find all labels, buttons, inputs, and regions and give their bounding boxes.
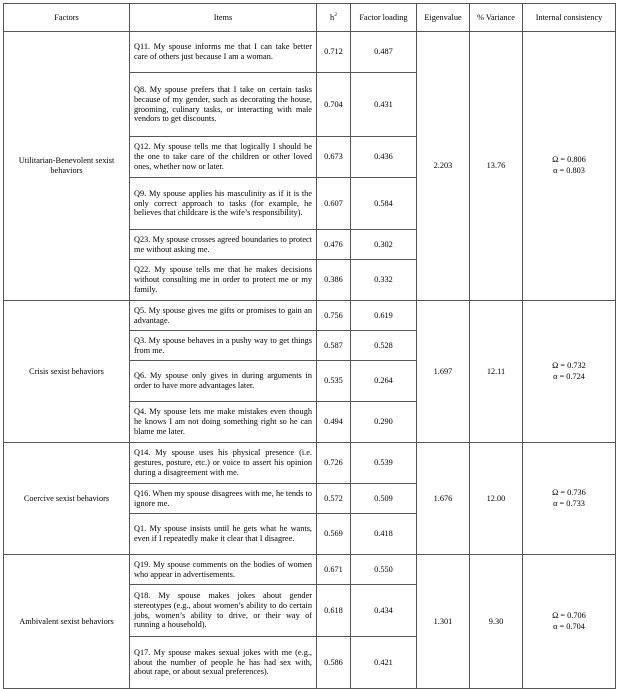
loading-value: 0.487 [351,32,417,73]
variance: 12.11 [470,301,523,443]
loading-value: 0.418 [351,514,417,555]
loading-value: 0.290 [351,402,417,443]
internal-consistency [523,443,616,555]
loading-value: 0.619 [351,301,417,331]
header-items: Items [130,4,317,32]
loading-value: 0.264 [351,361,417,402]
omega-value: Ω = 0.806 [552,155,586,165]
item-text: Q4. My spouse lets me make mistakes even though he knows I am not doing something right so he can blame me later. [130,402,317,443]
alpha-value: α = 0.803 [553,166,585,175]
table-row [4,32,616,73]
variance: 12.00 [470,443,523,555]
omega-value: Ω = 0.706 [552,610,586,620]
loading-value: 0.434 [351,585,417,637]
item-text: Q12. My spouse tells me that logically I should be the one to take care of the children or other loved ones, whether now or later. [130,137,317,178]
h2-value: 0.569 [317,514,351,555]
item-text: Q14. My spouse uses his physical presence (i.e. gestures, posture, etc.) or voice to assert his opinion during a disagreement with me. [130,443,317,484]
factor-name: Coercive sexist behaviors [4,443,130,555]
item-text: Q23. My spouse crosses agreed boundaries to protect me without asking me. [130,230,317,260]
h2-value: 0.618 [317,585,351,637]
header-variance: % Variance [470,4,523,32]
item-text: Q19. My spouse comments on the bodies of women who appear in advertisements. [130,555,317,585]
h2-value: 0.572 [317,484,351,514]
loading-value: 0.509 [351,484,417,514]
omega-value: Ω = 0.732 [552,360,586,370]
alpha-value: α = 0.733 [553,498,585,508]
h2-value: 0.671 [317,555,351,585]
h2-value: 0.712 [317,32,351,73]
eigenvalue: 2.203 [417,32,470,301]
h2-value: 0.587 [317,331,351,361]
header-h2 [317,4,351,32]
loading-value: 0.550 [351,555,417,585]
header-row [4,4,616,32]
h2-value: 0.494 [317,402,351,443]
item-text: Q9. My spouse applies his masculinity as if it is the only correct approach to tasks (for example, he believes that childcare is the wife’s responsibility). [130,178,317,230]
header-eigenvalue: Eigenvalue [417,4,470,32]
h2-value: 0.386 [317,260,351,301]
factor-name: Ambivalent sexist behaviors [4,555,130,689]
internal-consistency [523,32,616,301]
header-h2-base: h [330,12,335,22]
item-text: Q16. When my spouse disagrees with me, he tends to ignore me. [130,484,317,514]
item-text: Q11. My spouse informs me that I can take better care of others just because I am a woman. [130,32,317,73]
h2-value: 0.586 [317,637,351,689]
loading-value: 0.431 [351,73,417,137]
item-text: Q6. My spouse only gives in during arguments in order to have more advantages later. [130,361,317,402]
item-text: Q8. My spouse prefers that I take on certain tasks because of my gender, such as decorating the house, grooming, culinary tasks, or interacting with male vendors to get discounts. [130,73,317,137]
eigenvalue: 1.676 [417,443,470,555]
item-text: Q22. My spouse tells me that he makes decisions without consulting me in order to protect me or my family. [130,260,317,301]
loading-value: 0.436 [351,137,417,178]
factor-analysis-table [3,3,616,689]
h2-value: 0.704 [317,73,351,137]
item-text: Q17. My spouse makes sexual jokes with me (e.g., about the number of people he has had sex with, about rape, or about sexual preferences). [130,637,317,689]
h2-value: 0.726 [317,443,351,484]
variance: 9.30 [470,555,523,689]
variance: 13.76 [470,32,523,301]
alpha-value: α = 0.704 [553,621,585,631]
alpha-value: α = 0.724 [553,371,585,381]
header-h2-sup: 2 [334,11,337,18]
header-internal-consistency: Internal consistency [523,4,616,32]
item-text: Q5. My spouse gives me gifts or promises to gain an advantage. [130,301,317,331]
factor-name: Utilitarian-Benevolent sexist behaviors [4,32,130,301]
loading-value: 0.528 [351,331,417,361]
header-factors: Factors [4,4,130,32]
loading-value: 0.302 [351,230,417,260]
item-text: Q1. My spouse insists until he gets what he wants, even if I repeatedly make it clear that I disagree. [130,514,317,555]
header-factor-loading: Factor loading [351,4,417,32]
loading-value: 0.584 [351,178,417,230]
h2-value: 0.607 [317,178,351,230]
item-text: Q3. My spouse behaves in a pushy way to get things from me. [130,331,317,361]
internal-consistency [523,555,616,689]
h2-value: 0.535 [317,361,351,402]
h2-value: 0.673 [317,137,351,178]
internal-consistency [523,301,616,443]
factor-name: Crisis sexist behaviors [4,301,130,443]
item-text: Q18. My spouse makes jokes about gender stereotypes (e.g., about women’s ability to do certain jobs, women’s ability to drive, or their way of running a household). [130,585,317,637]
table-row [4,443,616,484]
loading-value: 0.421 [351,637,417,689]
loading-value: 0.332 [351,260,417,301]
h2-value: 0.756 [317,301,351,331]
h2-value: 0.476 [317,230,351,260]
table-row [4,301,616,331]
omega-value: Ω = 0.736 [552,487,586,497]
loading-value: 0.539 [351,443,417,484]
table-row [4,555,616,585]
eigenvalue: 1.301 [417,555,470,689]
eigenvalue: 1.697 [417,301,470,443]
